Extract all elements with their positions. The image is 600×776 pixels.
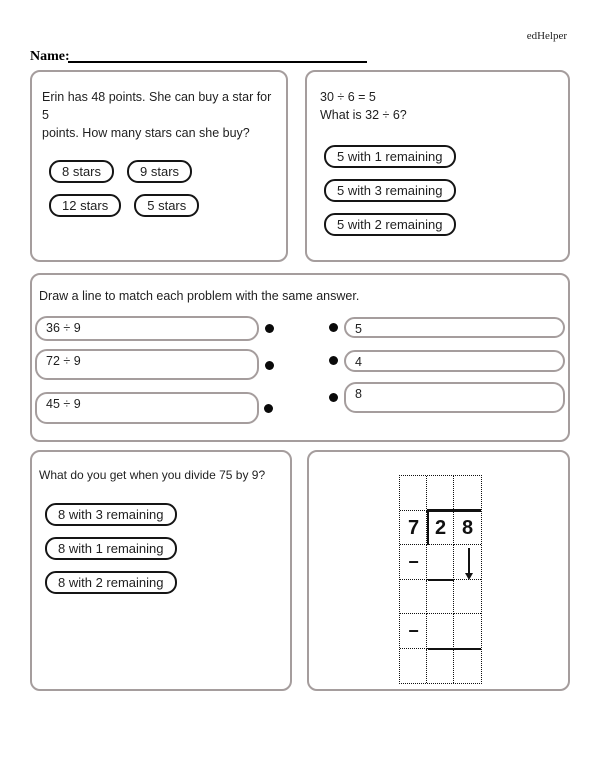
- question-line: What is 32 ÷ 6?: [320, 108, 407, 122]
- name-label: Name:: [30, 49, 70, 64]
- given-equation: 30 ÷ 6 = 5: [320, 90, 376, 104]
- answer-choices: [45, 503, 290, 594]
- bring-down-arrow-head: [465, 573, 473, 580]
- question-text: [320, 88, 556, 124]
- question-text: What do you get when you divide 75 by 9?: [39, 468, 266, 482]
- divisor-digit: 7: [407, 516, 420, 539]
- question-line-2: points. How many stars can she buy?: [42, 126, 250, 140]
- match-dot-right-2[interactable]: [329, 356, 338, 365]
- choice-5r3[interactable]: 5 with 3 remaining: [324, 179, 456, 202]
- long-division-panel: [307, 450, 570, 691]
- subtraction-minus-sign-2: −: [408, 621, 419, 641]
- divide-75-by-9-panel: [30, 450, 292, 691]
- choice-5-stars[interactable]: 5 stars: [134, 194, 199, 217]
- match-left-box-36-div-9[interactable]: 36 ÷ 9: [35, 316, 259, 341]
- match-dot-right-3[interactable]: [329, 393, 338, 402]
- subtraction-minus-sign-1: −: [408, 552, 419, 572]
- question-text: [42, 88, 274, 142]
- question-line-1: Erin has 48 points. She can buy a star for 5: [42, 90, 272, 122]
- choice-9-stars[interactable]: 9 stars: [127, 160, 192, 183]
- edhelper-logo: edHelper: [526, 30, 567, 42]
- answer-choices: [49, 160, 272, 217]
- matching-panel: [30, 273, 570, 442]
- match-left-box-45-div-9[interactable]: 45 ÷ 9: [35, 392, 259, 424]
- choice-5r1[interactable]: 5 with 1 remaining: [324, 145, 456, 168]
- choice-8r2[interactable]: 8 with 2 remaining: [45, 571, 177, 594]
- subtraction-line-1: [428, 579, 454, 582]
- choice-8r3[interactable]: 8 with 3 remaining: [45, 503, 177, 526]
- division-remainder-panel: [305, 70, 570, 262]
- match-left-box-72-div-9[interactable]: 72 ÷ 9: [35, 349, 259, 380]
- name-fill-in-line: [68, 42, 367, 63]
- division-work-grid: [399, 475, 482, 684]
- dividend-digit-tens: 2: [434, 516, 447, 539]
- bring-down-arrow: [468, 548, 470, 574]
- answer-choices: [324, 145, 568, 236]
- match-dot-left-3[interactable]: [264, 404, 273, 413]
- match-right-box-5[interactable]: 5: [344, 317, 565, 338]
- dividend-digit-ones: 8: [461, 516, 474, 539]
- match-dot-right-1[interactable]: [329, 323, 338, 332]
- choice-12-stars[interactable]: 12 stars: [49, 194, 121, 217]
- choice-8r1[interactable]: 8 with 1 remaining: [45, 537, 177, 560]
- matching-instruction: Draw a line to match each problem with the same answer.: [39, 289, 360, 303]
- choice-8-stars[interactable]: 8 stars: [49, 160, 114, 183]
- subtraction-line-2: [428, 648, 481, 651]
- word-problem-panel: [30, 70, 288, 262]
- match-dot-left-2[interactable]: [265, 361, 274, 370]
- match-right-box-8[interactable]: 8: [344, 382, 565, 413]
- choice-5r2[interactable]: 5 with 2 remaining: [324, 213, 456, 236]
- match-dot-left-1[interactable]: [265, 324, 274, 333]
- match-right-box-4[interactable]: 4: [344, 350, 565, 372]
